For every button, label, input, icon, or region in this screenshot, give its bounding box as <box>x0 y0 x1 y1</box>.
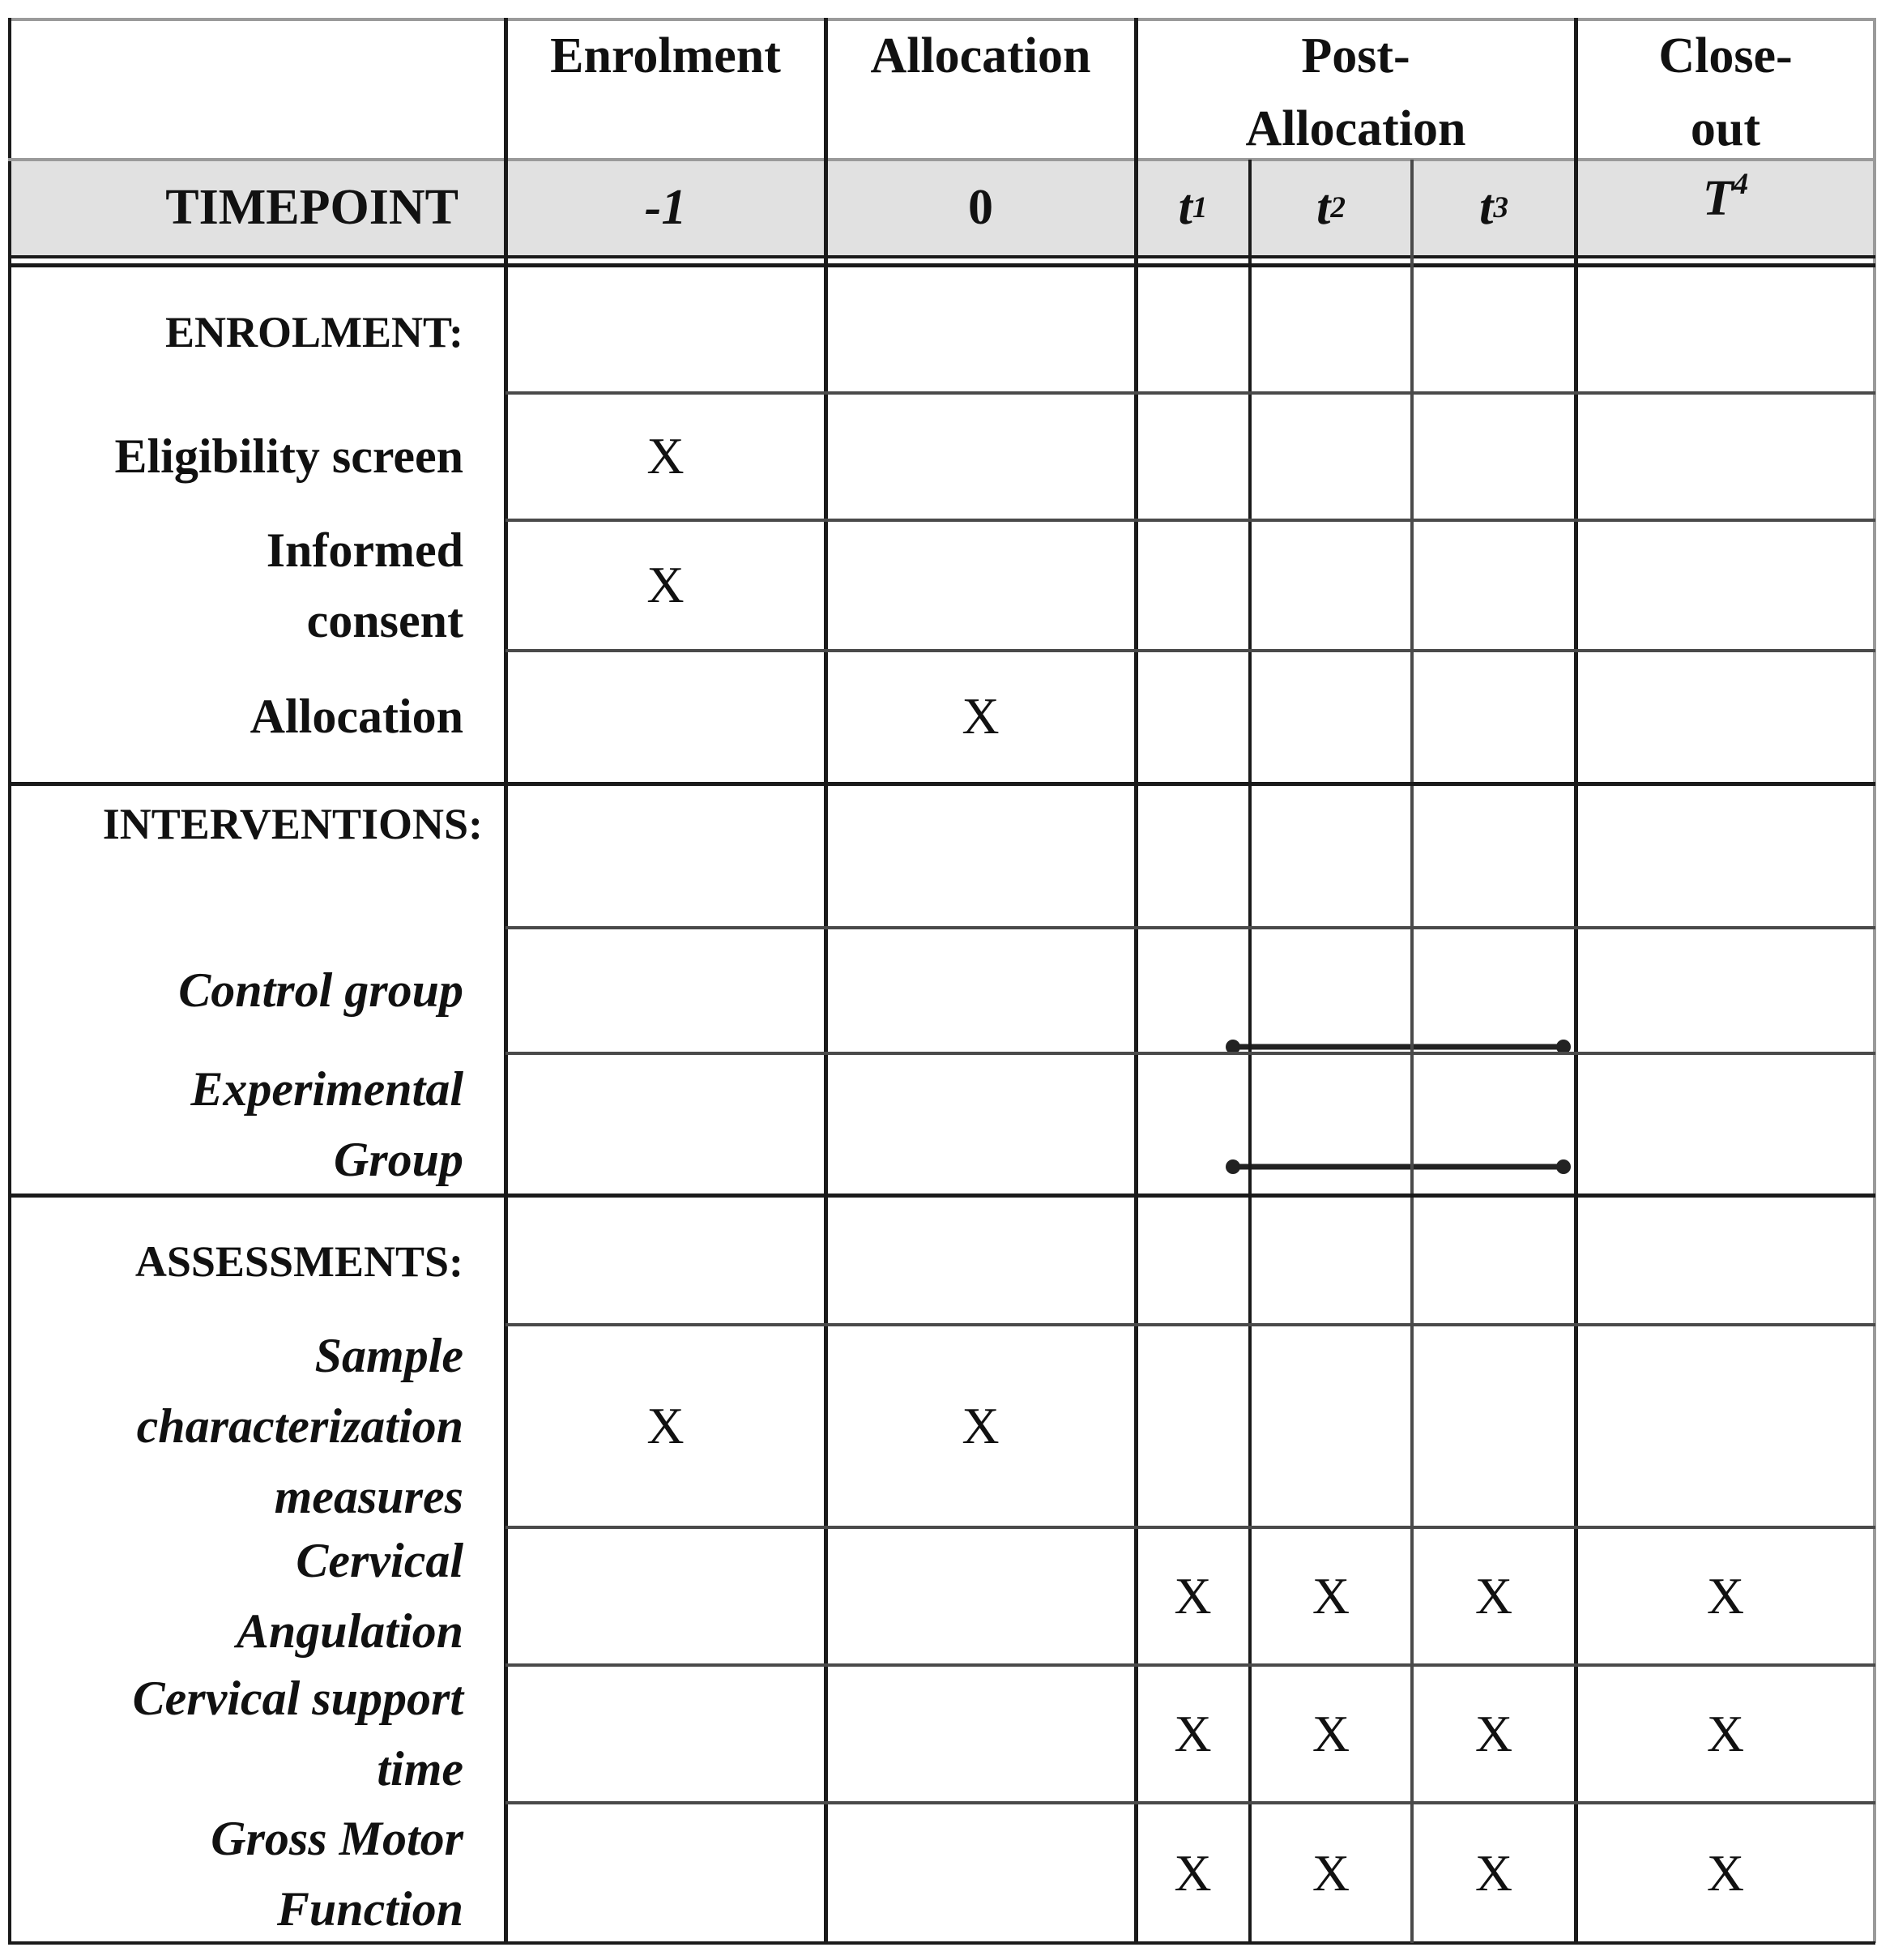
column-divider <box>504 18 508 1943</box>
mark-gross-motor-function-col-4: X <box>1474 1844 1513 1902</box>
timepoint-label: TIMEPOINT <box>165 180 459 236</box>
timepoint-closeout-sub: 4 <box>1733 168 1749 201</box>
mark-eligibility-screen-col-0: X <box>646 427 685 485</box>
mark-cervical-angulation-col-4: X <box>1474 1566 1513 1625</box>
timepoint-t2-sub: 2 <box>1330 191 1346 225</box>
row-divider <box>8 158 1875 161</box>
duration-endpoint-end <box>1556 1159 1571 1174</box>
row-label-experimental-group: Experimental Group <box>190 1061 463 1186</box>
row-divider <box>505 649 1875 652</box>
row-divider <box>505 1526 1875 1529</box>
column-divider <box>1873 18 1876 1943</box>
section-title-enrolment: ENROLMENT: <box>164 307 463 357</box>
row-divider <box>505 519 1875 522</box>
column-divider <box>8 18 11 1943</box>
row-divider <box>8 18 1875 21</box>
phase-close-out-header: Close- out <box>1658 28 1793 156</box>
duration-endpoint-start <box>1226 1159 1240 1174</box>
mark-cervical-angulation-col-5: X <box>1706 1566 1745 1625</box>
timepoint-allocation-value: 0 <box>968 180 993 236</box>
row-label-cervical-angulation: Cervical Angulation <box>236 1534 463 1658</box>
phase-enrolment-header: Enrolment <box>550 28 781 83</box>
row-label-control-group: Control group <box>178 963 463 1017</box>
mark-gross-motor-function-col-3: X <box>1312 1844 1350 1902</box>
section-title-assessments: ASSESSMENTS: <box>134 1237 463 1287</box>
row-divider <box>505 1801 1875 1804</box>
column-divider <box>1574 18 1578 1943</box>
row-divider <box>505 1663 1875 1667</box>
column-divider <box>824 18 828 1943</box>
timepoint-enrolment-value: -1 <box>644 180 687 236</box>
row-label-cervical-support-time: Cervical support time <box>132 1672 463 1796</box>
row-divider <box>505 1323 1875 1326</box>
row-divider <box>8 1941 1875 1945</box>
row-divider <box>505 391 1875 395</box>
timepoint-t1-sub: 1 <box>1192 191 1208 225</box>
phase-allocation-header: Allocation <box>870 28 1091 83</box>
row-label-informed-consent: Informed consent <box>266 523 463 647</box>
mark-gross-motor-function-col-2: X <box>1174 1844 1212 1902</box>
mark-cervical-support-time-col-5: X <box>1706 1704 1745 1762</box>
timepoint-t3-base: t <box>1479 180 1494 236</box>
mark-cervical-support-time-col-4: X <box>1474 1704 1513 1762</box>
timepoint-closeout-base: T <box>1702 171 1734 226</box>
row-divider <box>8 782 1875 786</box>
row-label-sample-characterization-measures: Sample characterization measures <box>136 1328 463 1523</box>
timepoint-t3-sub: 3 <box>1493 191 1508 225</box>
row-divider <box>8 255 1875 258</box>
row-divider <box>8 263 1875 267</box>
mark-cervical-angulation-col-2: X <box>1174 1566 1212 1625</box>
mark-allocation-col-1: X <box>962 687 1000 745</box>
timepoint-t2-base: t <box>1316 180 1331 236</box>
column-divider <box>1134 18 1138 1943</box>
mark-cervical-support-time-col-2: X <box>1174 1704 1212 1762</box>
timepoint-t1-base: t <box>1178 180 1192 236</box>
mark-sample-characterization-measures-col-1: X <box>962 1396 1000 1454</box>
row-divider <box>505 926 1875 929</box>
mark-cervical-support-time-col-3: X <box>1312 1704 1350 1762</box>
mark-cervical-angulation-col-3: X <box>1312 1566 1350 1625</box>
row-label-gross-motor-function: Gross Motor Function <box>211 1811 463 1936</box>
section-title-interventions: INTERVENTIONS: <box>102 800 483 848</box>
row-label-eligibility-screen: Eligibility screen <box>114 429 463 483</box>
mark-gross-motor-function-col-5: X <box>1706 1844 1745 1902</box>
phase-post-allocation-header: Post- Allocation <box>1245 28 1466 156</box>
row-label-allocation: Allocation <box>250 690 463 743</box>
row-divider <box>505 1052 1875 1055</box>
mark-sample-characterization-measures-col-0: X <box>646 1396 685 1454</box>
mark-informed-consent-col-0: X <box>646 556 685 614</box>
row-divider <box>8 1194 1875 1198</box>
